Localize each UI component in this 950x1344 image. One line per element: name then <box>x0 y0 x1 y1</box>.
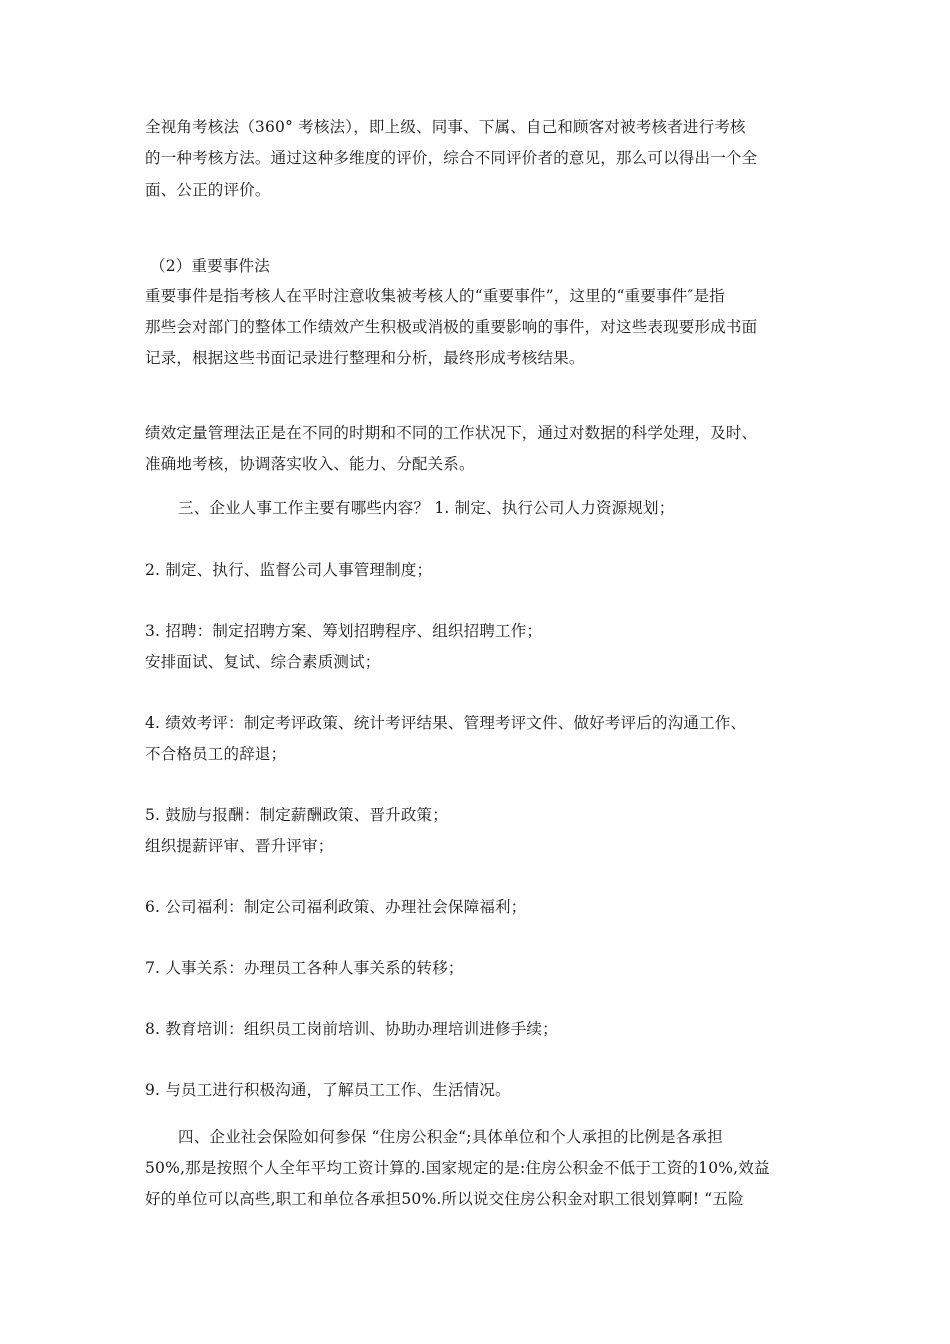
list-item-2: 2. 制定、执行、监督公司人事管理制度； <box>145 561 433 579</box>
section-3-heading: 三、企业人事工作主要有哪些内容？ 1. 制定、执行公司人力资源规划； <box>178 499 675 517</box>
list-item-4-line-1: 4. 绩效考评：制定考评政策、统计考评结果、管理考评文件、做好考评后的沟通工作、 <box>145 714 747 732</box>
list-item-5-line-2: 组织提薪评审、晋升评审； <box>145 837 334 855</box>
list-item-3-line-1: 3. 招聘：制定招聘方案、筹划招聘程序、组织招聘工作； <box>145 622 543 640</box>
list-item-9: 9. 与员工进行积极沟通，了解员工工作、生活情况。 <box>145 1081 511 1099</box>
list-item-4-line-2: 不合格员工的辞退； <box>145 745 287 763</box>
paragraph-quant-line-1: 绩效定量管理法正是在不同的时期和不同的工作状况下，通过对数据的科学处理，及时、 <box>145 424 758 442</box>
list-item-6: 6. 公司福利：制定公司福利政策、办理社会保障福利； <box>145 898 527 916</box>
list-item-5-line-1: 5. 鼓励与报酬：制定薪酬政策、晋升政策； <box>145 806 448 824</box>
list-item-8: 8. 教育培训：组织员工岗前培训、协助办理培训进修手续； <box>145 1020 558 1038</box>
section-4-line-1: 四、企业社会保险如何参保 “住房公积金“;具体单位和个人承担的比例是各承担 <box>178 1128 723 1146</box>
section-4-line-2: 50%,那是按照个人全年平均工资计算的.国家规定的是:住房公积金不低于工资的10%,效益 <box>145 1159 770 1177</box>
paragraph-key-events-line-3: 记录，根据这些书面记录进行整理和分析，最终形成考核结果。 <box>145 349 585 367</box>
paragraph-key-events-line-2: 那些会对部门的整体工作绩效产生积极或消极的重要影响的事件，对这些表现要形成书面 <box>145 318 758 336</box>
paragraph-quant-line-2: 准确地考核，协调落实收入、能力、分配关系。 <box>145 455 475 473</box>
paragraph-360-line-1: 全视角考核法（360° 考核法），即上级、同事、下属、自己和顾客对被考核者进行考核 <box>145 118 746 136</box>
list-item-3-line-2: 安排面试、复试、综合素质测试； <box>145 653 381 671</box>
subheading-key-events: （2）重要事件法 <box>150 257 270 275</box>
paragraph-360-line-2: 的一种考核方法。通过这种多维度的评价，综合不同评价者的意见，那么可以得出一个全 <box>145 149 758 167</box>
list-item-7: 7. 人事关系：办理员工各种人事关系的转移； <box>145 959 464 977</box>
section-4-line-3: 好的单位可以高些,职工和单位各承担50%.所以说交住房公积金对职工很划算啊! “五险 <box>145 1190 744 1208</box>
paragraph-key-events-line-1: 重要事件是指考核人在平时注意收集被考核人的“重要事件”，这里的“重要事件″是指 <box>145 287 725 305</box>
paragraph-360-line-3: 面、公正的评价。 <box>145 181 271 199</box>
